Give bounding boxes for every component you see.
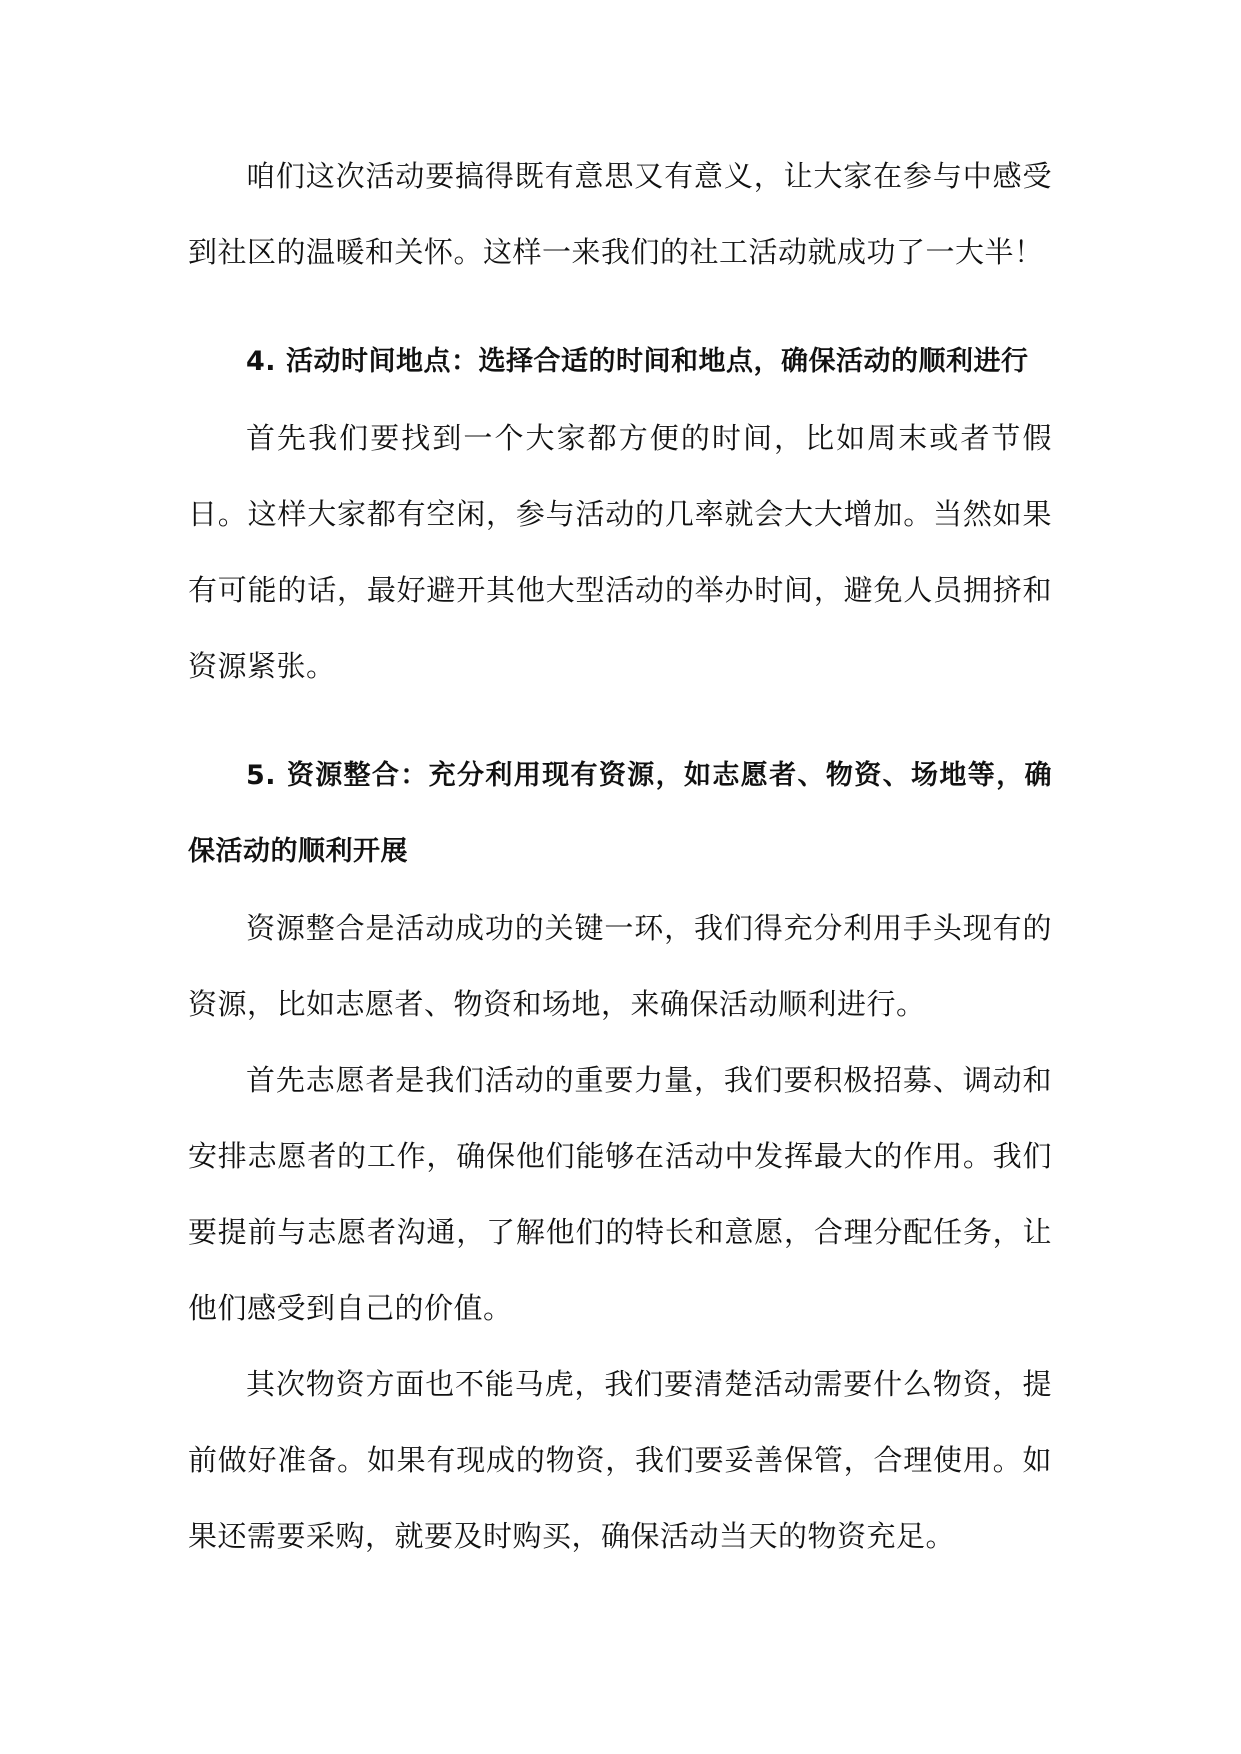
paragraph-activity-meaning: 咱们这次活动要搞得既有意思又有意义，让大家在参与中感受到社区的温暖和关怀。这样一来我们的社工活动就成功了一大半！ (188, 159, 1052, 269)
paragraph-volunteers: 首先志愿者是我们活动的重要力量，我们要积极招募、调动和安排志愿者的工作，确保他们能够在活动中发挥最大的作用。我们要提前与志愿者沟通，了解他们的特长和意愿，合理分配任务，让他们感受到自己的价值。 (188, 1063, 1052, 1325)
paragraph-time-location: 首先我们要找到一个大家都方便的时间，比如周末或者节假日。这样大家都有空闲，参与活动的几率就会大大增加。当然如果有可能的话，最好避开其他大型活动的举办时间，避免人员拥挤和资源紧张。 (188, 421, 1052, 683)
heading-resource-integration: 5. 资源整合：充分利用现有资源，如志愿者、物资、场地等，确保活动的顺利开展 (188, 760, 1052, 867)
paragraph-resource-integration: 资源整合是活动成功的关键一环，我们得充分利用手头现有的资源，比如志愿者、物资和场地，来确保活动顺利进行。 (188, 911, 1052, 1021)
document-body (188, 138, 1052, 1574)
heading-time-location: 4. 活动时间地点：选择合适的时间和地点，确保活动的顺利进行 (246, 346, 1029, 377)
paragraph-supplies: 其次物资方面也不能马虎，我们要清楚活动需要什么物资，提前做好准备。如果有现成的物资，我们要妥善保管，合理使用。如果还需要采购，就要及时购买，确保活动当天的物资充足。 (188, 1367, 1052, 1553)
